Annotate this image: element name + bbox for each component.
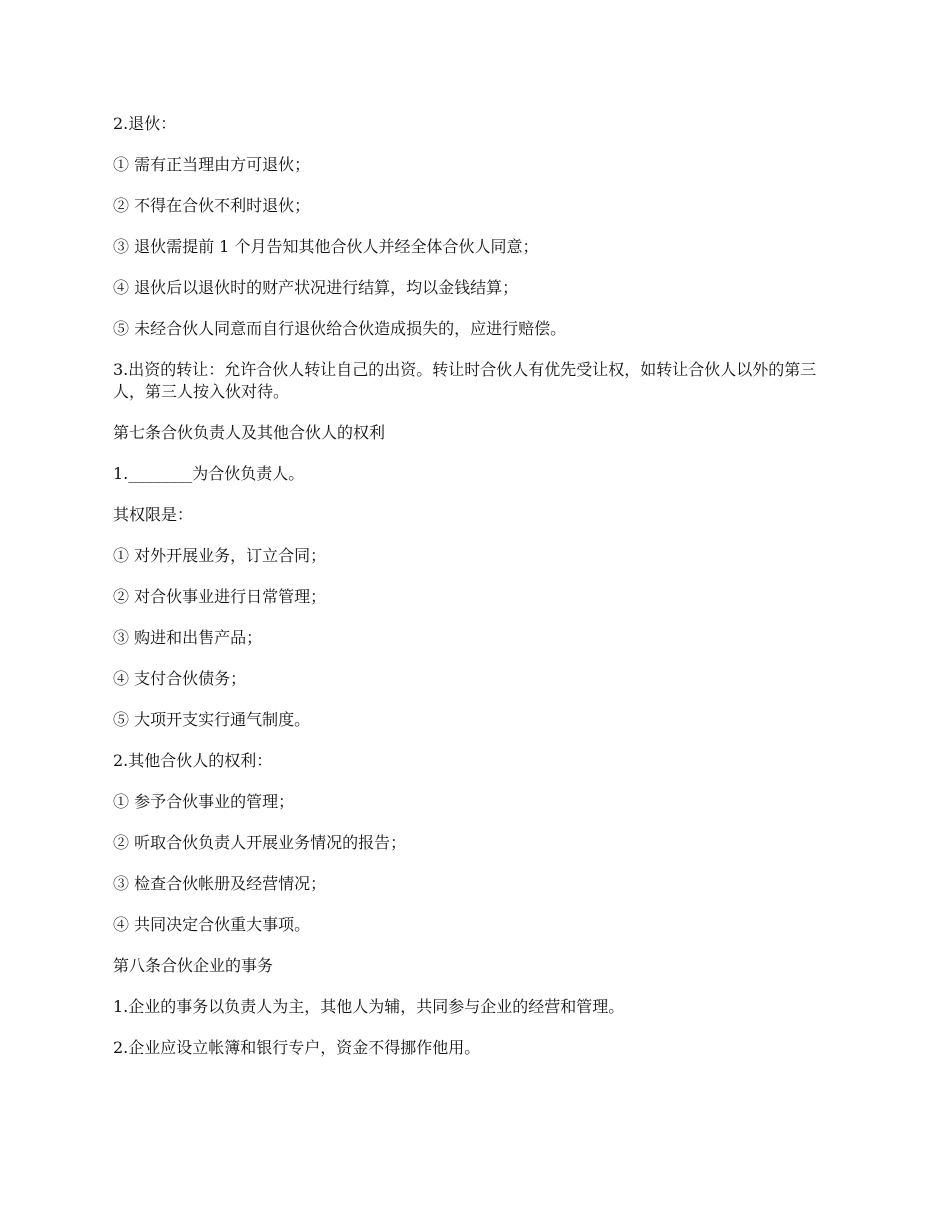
paragraph-other-partners-heading: 2.其他合伙人的权利：: [113, 751, 273, 770]
paragraph-withdrawal-item-1: ① 需有正当理由方可退伙；: [113, 155, 311, 174]
paragraph-responsible-partner: 1.________为合伙负责人。: [113, 464, 305, 483]
paragraph-withdrawal-item-3: ③ 退伙需提前 1 个月告知其他合伙人并经全体合伙人同意；: [113, 237, 539, 256]
paragraph-authority-item-1: ① 对外开展业务，订立合同；: [113, 546, 327, 565]
paragraph-authority-item-3: ③ 购进和出售产品；: [113, 628, 263, 647]
paragraph-withdrawal-item-5: ⑤ 未经合伙人同意而自行退伙给合伙造成损失的，应进行赔偿。: [113, 319, 567, 338]
paragraph-affairs-item-1: 1.企业的事务以负责人为主，其他人为辅，共同参与企业的经营和管理。: [113, 997, 625, 1016]
paragraph-other-partners-item-3: ③ 检查合伙帐册及经营情况；: [113, 874, 327, 893]
paragraph-withdrawal-heading: 2.退伙：: [113, 114, 177, 133]
paragraph-authority-item-5: ⑤ 大项开支实行通气制度。: [113, 710, 311, 729]
paragraph-other-partners-item-1: ① 参予合伙事业的管理；: [113, 792, 295, 811]
paragraph-authority-item-4: ④ 支付合伙债务；: [113, 669, 247, 688]
paragraph-affairs-item-2: 2.企业应设立帐簿和银行专户，资金不得挪作他用。: [113, 1038, 481, 1057]
paragraph-other-partners-item-4: ④ 共同决定合伙重大事项。: [113, 915, 311, 934]
paragraph-capital-transfer: 3.出资的转让：允许合伙人转让自己的出资。转让时合伙人有优先受让权，如转让合伙人以外的第三人，第三人按入伙对待。: [113, 360, 817, 401]
paragraph-other-partners-item-2: ② 听取合伙负责人开展业务情况的报告；: [113, 833, 407, 852]
document-page: [113, 113, 837, 1078]
section-heading-article-8: 第八条合伙企业的事务: [113, 956, 274, 975]
paragraph-authority-item-2: ② 对合伙事业进行日常管理；: [113, 587, 327, 606]
paragraph-authority-heading: 其权限是：: [113, 505, 194, 524]
section-heading-article-7: 第七条合伙负责人及其他合伙人的权利: [113, 423, 386, 442]
paragraph-withdrawal-item-2: ② 不得在合伙不利时退伙；: [113, 196, 311, 215]
paragraph-withdrawal-item-4: ④ 退伙后以退伙时的财产状况进行结算，均以金钱结算；: [113, 278, 519, 297]
